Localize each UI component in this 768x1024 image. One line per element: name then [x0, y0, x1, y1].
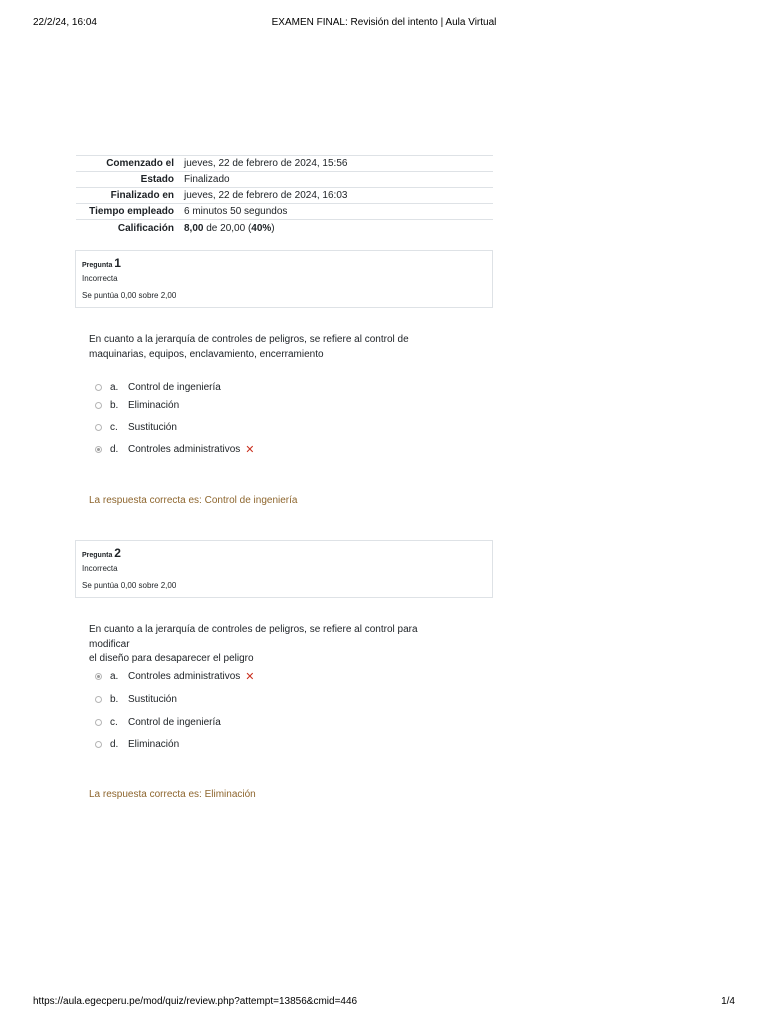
question-2-text	[89, 623, 449, 667]
print-footer	[33, 996, 735, 1010]
question-2-option-d[interactable]	[95, 737, 179, 751]
option-text: Control de ingeniería	[128, 381, 221, 393]
cross-icon: ✕	[245, 670, 255, 683]
question-state: Incorrecta	[82, 564, 118, 573]
radio-button[interactable]	[95, 424, 102, 431]
option-text: Eliminación	[128, 738, 180, 750]
question-grade: Se puntúa 0,00 sobre 2,00	[82, 291, 177, 300]
summary-label: Tiempo empleado	[76, 204, 184, 220]
question-1-option-a[interactable]	[95, 380, 221, 394]
option-letter: c.	[110, 716, 118, 728]
summary-row	[76, 204, 493, 220]
option-letter: b.	[110, 399, 119, 411]
summary-label: Finalizado en	[76, 188, 184, 204]
question-2-feedback: La respuesta correcta es: Eliminación	[89, 789, 256, 800]
question-1-info	[75, 250, 493, 308]
question-number-value: 2	[114, 546, 121, 560]
radio-button[interactable]	[95, 384, 102, 391]
summary-value: Finalizado	[184, 172, 493, 188]
question-2-option-b[interactable]	[95, 692, 177, 706]
question-state: Incorrecta	[82, 274, 118, 283]
question-1-option-b[interactable]	[95, 398, 179, 412]
cross-icon: ✕	[245, 443, 255, 456]
print-page-title: EXAMEN FINAL: Revisión del intento | Aula Virtual	[271, 17, 497, 28]
option-text: Control de ingeniería	[128, 716, 221, 728]
option-text: Controles administrativos	[128, 443, 241, 455]
summary-grade-value	[184, 220, 493, 237]
summary-row	[76, 172, 493, 188]
print-header	[33, 17, 735, 31]
radio-button[interactable]	[95, 741, 102, 748]
question-2-option-c[interactable]	[95, 715, 221, 729]
option-text: Sustitución	[128, 421, 177, 433]
option-letter: a.	[110, 381, 119, 393]
question-text-line: En cuanto a la jerarquía de controles de peligros, se refiere al control de	[89, 334, 409, 345]
print-datetime: 22/2/24, 16:04	[33, 17, 97, 28]
summary-label: Comenzado el	[76, 156, 184, 172]
summary-value: 6 minutos 50 segundos	[184, 204, 493, 220]
question-1-option-c[interactable]	[95, 420, 177, 434]
question-text-line: En cuanto a la jerarquía de controles de peligros, se refiere al control para modificar	[89, 624, 418, 650]
radio-button[interactable]	[95, 719, 102, 726]
question-2-option-a[interactable]	[95, 669, 254, 683]
print-url: https://aula.egecperu.pe/mod/quiz/review.php?attempt=13856&cmid=446	[33, 996, 358, 1007]
summary-row	[76, 156, 493, 172]
option-letter: b.	[110, 693, 119, 705]
grade-mid: de 20,00 (	[203, 223, 252, 234]
radio-button[interactable]	[95, 696, 102, 703]
summary-label: Calificación	[76, 220, 184, 237]
print-page-number: 1/4	[721, 996, 735, 1007]
question-number	[82, 256, 121, 270]
summary-value: jueves, 22 de febrero de 2024, 16:03	[184, 188, 493, 204]
summary-row	[76, 220, 493, 237]
option-text: Controles administrativos	[128, 670, 241, 682]
question-1-text	[89, 333, 449, 362]
summary-label: Estado	[76, 172, 184, 188]
radio-button-selected[interactable]	[95, 673, 102, 680]
option-letter: d.	[110, 443, 119, 455]
question-text-line: maquinarias, equipos, enclavamiento, encerramiento	[89, 348, 324, 360]
grade-score: 8,00	[184, 223, 204, 234]
question-text-line: el diseño para desaparecer el peligro	[89, 653, 254, 664]
grade-end: )	[271, 223, 275, 234]
option-text: Sustitución	[128, 693, 177, 705]
question-number-value: 1	[114, 256, 121, 270]
question-label: Pregunta	[82, 262, 113, 269]
question-2-info	[75, 540, 493, 598]
summary-value: jueves, 22 de febrero de 2024, 15:56	[184, 156, 493, 172]
radio-button-selected[interactable]	[95, 446, 102, 453]
option-text: Eliminación	[128, 399, 180, 411]
option-letter: c.	[110, 421, 118, 433]
question-label: Pregunta	[82, 552, 113, 559]
option-letter: a.	[110, 670, 119, 682]
radio-button[interactable]	[95, 402, 102, 409]
grade-percent: 40%	[251, 223, 272, 234]
question-number	[82, 546, 121, 560]
option-letter: d.	[110, 738, 119, 750]
question-1-feedback: La respuesta correcta es: Control de ingeniería	[89, 495, 298, 506]
question-1-option-d[interactable]	[95, 442, 254, 456]
attempt-summary-table	[76, 155, 493, 236]
summary-row	[76, 188, 493, 204]
question-grade: Se puntúa 0,00 sobre 2,00	[82, 581, 177, 590]
